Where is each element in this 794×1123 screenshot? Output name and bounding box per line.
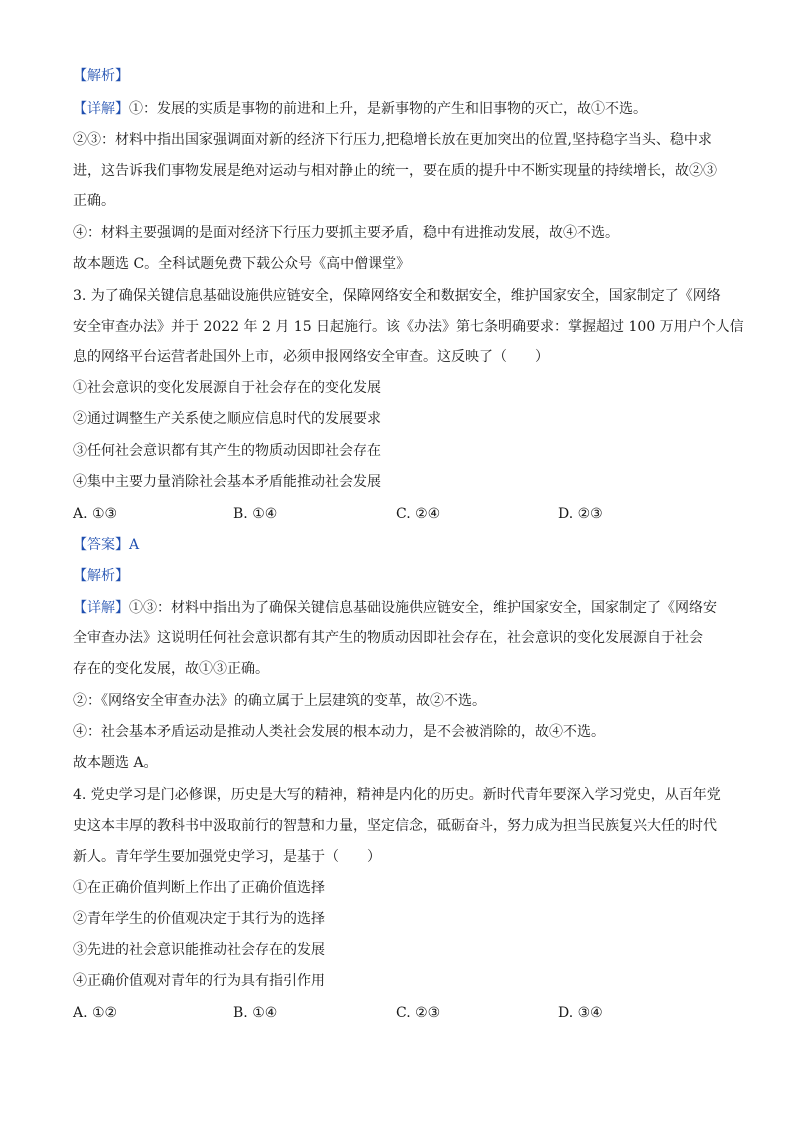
q3-analysis-heading: 【解析】 — [73, 568, 129, 584]
analysis-heading: 【解析】 — [73, 68, 129, 84]
q4-item: ①在正确价值判断上作出了正确价值选择 — [73, 880, 325, 896]
analysis-line: 进，这告诉我们事物发展是绝对运动与相对静止的统一，要在质的提升中不断实现量的持续增长，故②③ — [73, 163, 717, 179]
q4-stem-line: 4. 党史学习是门必修课，历史是大写的精神，精神是内化的历史。新时代青年要深入学习党史，从百年党 — [73, 787, 721, 803]
q3-option-b: B. ①④ — [233, 506, 278, 522]
q3-stem-line: 3. 为了确保关键信息基础设施供应链安全，保障网络安全和数据安全，维护国家安全，国家制定了《网络 — [73, 288, 721, 304]
analysis-line: ④：材料主要强调的是面对经济下行压力要抓主要矛盾，稳中有进推动发展，故④不选。 — [73, 225, 619, 241]
q4-option-b: B. ①④ — [233, 1005, 278, 1021]
q3-analysis-line: 存在的变化发展，故①③正确。 — [73, 661, 269, 677]
q4-option-a: A. ①② — [73, 1005, 118, 1021]
analysis-line — [73, 99, 723, 119]
q3-option-d: D. ②③ — [558, 506, 603, 522]
q3-answer — [73, 535, 723, 555]
analysis-line: ②③：材料中指出国家强调面对新的经济下行压力,把稳增长放在更加突出的位置,坚持稳字当头、稳中求 — [73, 132, 712, 148]
q3-answer-text: 【答案】A — [73, 537, 140, 553]
q3-item: ①社会意识的变化发展源自于社会存在的变化发展 — [73, 380, 381, 396]
q3-item: ③任何社会意识都有其产生的物质动因即社会存在 — [73, 443, 381, 459]
q3-analysis-text: ①③：材料中指出为了确保关键信息基础设施供应链安全，维护国家安全，国家制定了《网络安 — [129, 600, 717, 616]
q3-stem-line: 安全审查办法》并于 2022 年 2 月 15 日起施行。该《办法》第七条明确要求：掌握超过 100 万用户个人信 — [73, 319, 744, 335]
q3-analysis-line — [73, 598, 723, 618]
q3-analysis-line: 全审查办法》这说明任何社会意识都有其产生的物质动因即社会存在，社会意识的变化发展源自于社会 — [73, 630, 703, 646]
q3-item: ④集中主要力量消除社会基本矛盾能推动社会发展 — [73, 474, 381, 490]
q3-analysis-line: ④：社会基本矛盾运动是推动人类社会发展的根本动力，是不会被消除的，故④不选。 — [73, 724, 605, 740]
q3-analysis-line: ②：《网络安全审查办法》的确立属于上层建筑的变革，故②不选。 — [73, 693, 486, 709]
q3-option-a: A. ①③ — [73, 506, 118, 522]
detail-tag: 【详解】 — [73, 600, 129, 616]
q3-item: ②通过调整生产关系使之顺应信息时代的发展要求 — [73, 411, 381, 427]
q3-analysis-conclusion: 故本题选 A。 — [73, 755, 158, 771]
analysis-line: 正确。 — [73, 193, 115, 209]
q4-item: ③先进的社会意识能推动社会存在的发展 — [73, 942, 325, 958]
analysis-text: ①：发展的实质是事物的前进和上升，是新事物的产生和旧事物的灭亡，故①不选。 — [129, 101, 647, 117]
q4-stem-line: 史这本丰厚的教科书中汲取前行的智慧和力量，坚定信念，砥砺奋斗，努力成为担当民族复兴大任的时代 — [73, 818, 717, 834]
analysis-conclusion: 故本题选 C。全科试题免费下载公众号《高中僧课堂》 — [73, 256, 411, 272]
q4-item: ②青年学生的价值观决定于其行为的选择 — [73, 911, 325, 927]
q4-option-d: D. ③④ — [558, 1005, 603, 1021]
q4-stem-line: 新人。青年学生要加强党史学习，是基于（ ） — [73, 849, 381, 865]
q4-option-c: C. ②③ — [396, 1005, 441, 1021]
q4-item: ④正确价值观对青年的行为具有指引作用 — [73, 973, 325, 989]
q3-stem-line: 息的网络平台运营者赴国外上市，必须申报网络安全审查。这反映了（ ） — [73, 349, 549, 365]
detail-tag: 【详解】 — [73, 101, 129, 117]
q3-option-c: C. ②④ — [396, 506, 441, 522]
